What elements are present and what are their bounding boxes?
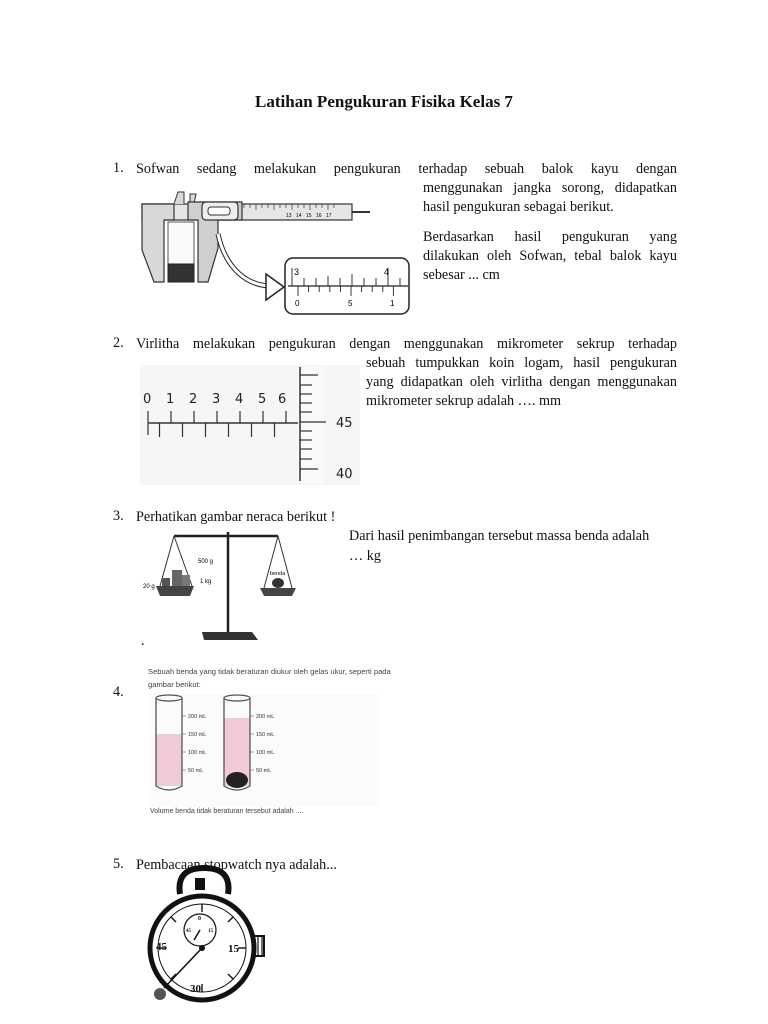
q2-line2: sebuah tumpukkan koin logam, hasil pengukuran [366, 355, 677, 371]
micrometer-scale-figure [140, 365, 360, 485]
q3-line1: Perhatikan gambar neraca berikut ! [136, 509, 336, 525]
caliper-mark-4: 15 [306, 213, 312, 219]
q1-line3: hasil pengukuran sebagai berikut. [423, 199, 614, 215]
left-mark-200: 200 mL [188, 714, 207, 720]
thimble-label-45: 45 [336, 416, 353, 431]
right-mark-50: 50 mL [256, 768, 272, 774]
sleeve-label-2: 2 [189, 392, 198, 407]
caliper-mark-6: 17 [326, 213, 332, 219]
dial-label-30: 30 [190, 983, 201, 995]
right-mark-200: 200 mL [256, 714, 275, 720]
q4-number: 4. [113, 684, 124, 700]
q5-number: 5. [113, 856, 124, 872]
q3-side2: … kg [349, 548, 381, 564]
sleeve-label-1: 1 [166, 392, 175, 407]
sleeve-label-5: 5 [258, 392, 267, 407]
right-mark-150: 150 mL [256, 732, 275, 738]
q3-side1: Dari hasil penimbangan tersebut massa benda adalah [349, 528, 650, 544]
balance-scale-figure [140, 528, 300, 646]
left-mark-150: 150 mL [188, 732, 207, 738]
weight-label-20g: 20 g [143, 584, 155, 590]
q1-line2: menggunakan jangka sorong, didapatkan [423, 180, 677, 196]
thimble-label-40: 40 [336, 467, 353, 482]
caliper-mark-5: 16 [316, 213, 322, 219]
q1-number: 1. [113, 160, 124, 176]
weight-label-500g: 500 g [198, 559, 214, 565]
subdial-label-15: 15 [208, 929, 213, 934]
sleeve-label-4: 4 [235, 392, 244, 407]
vernier-label-0: 0 [295, 299, 300, 308]
q1-p2-line2: dilakukan oleh Sofwan, tebal balok kayu [423, 248, 677, 264]
right-mark-100: 100 mL [256, 750, 275, 756]
caliper-mark-2: 13 [286, 213, 292, 219]
q1-p2-line1: Berdasarkan hasil pengukuran yang [423, 229, 677, 245]
q4-intro-line1: Sebuah benda yang tidak beraturan diukur oleh gelas ukur, seperti pada [148, 667, 391, 676]
q2-line1: Virlitha melakukan pengukuran dengan menggunakan mikrometer sekrup terhadap [136, 336, 677, 352]
dial-label-15: 15 [228, 943, 239, 955]
q3-number: 3. [113, 508, 124, 524]
q4-question: Volume benda tidak beraturan tersebut adalah .... [150, 808, 304, 815]
left-cylinder-liquid [156, 734, 182, 786]
q3-dot: . [141, 633, 145, 649]
q2-line3: yang didapatkan oleh virlitha dengan menggunakan [366, 374, 677, 390]
main-scale-label-3: 3 [294, 267, 300, 277]
sleeve-label-6: 6 [278, 392, 287, 407]
vernier-caliper-figure [138, 190, 418, 320]
sleeve-label-0: 0 [143, 392, 152, 407]
left-mark-100: 100 mL [188, 750, 207, 756]
stopwatch-figure [142, 864, 268, 1008]
measuring-cylinders-figure [148, 694, 380, 806]
q2-number: 2. [113, 335, 124, 351]
q1-line1: Sofwan sedang melakukan pengukuran terhadap sebuah balok kayu dengan [136, 161, 677, 177]
q2-line4: mikrometer sekrup adalah …. mm [366, 393, 562, 409]
q5-line1: Pembacaan stopwatch nya adalah... [136, 857, 337, 873]
vernier-label-5: 5 [348, 299, 353, 308]
weight-label-1kg: 1 kg [200, 579, 212, 585]
left-mark-50: 50 mL [188, 768, 204, 774]
vernier-label-1: 1 [390, 299, 395, 308]
q4-intro-line2: gambar berikut: [148, 680, 201, 689]
caliper-mark-3: 14 [296, 213, 302, 219]
dial-label-45: 45 [156, 941, 167, 953]
q1-p2-line3: sebesar ... cm [423, 267, 500, 283]
sleeve-label-3: 3 [212, 392, 221, 407]
object-label: benda [270, 571, 286, 577]
subdial-label-45: 45 [186, 929, 191, 934]
page-title: Latihan Pengukuran Fisika Kelas 7 [255, 92, 513, 111]
main-scale-label-4: 4 [384, 267, 390, 277]
subdial-label-0: 0 [198, 916, 201, 922]
